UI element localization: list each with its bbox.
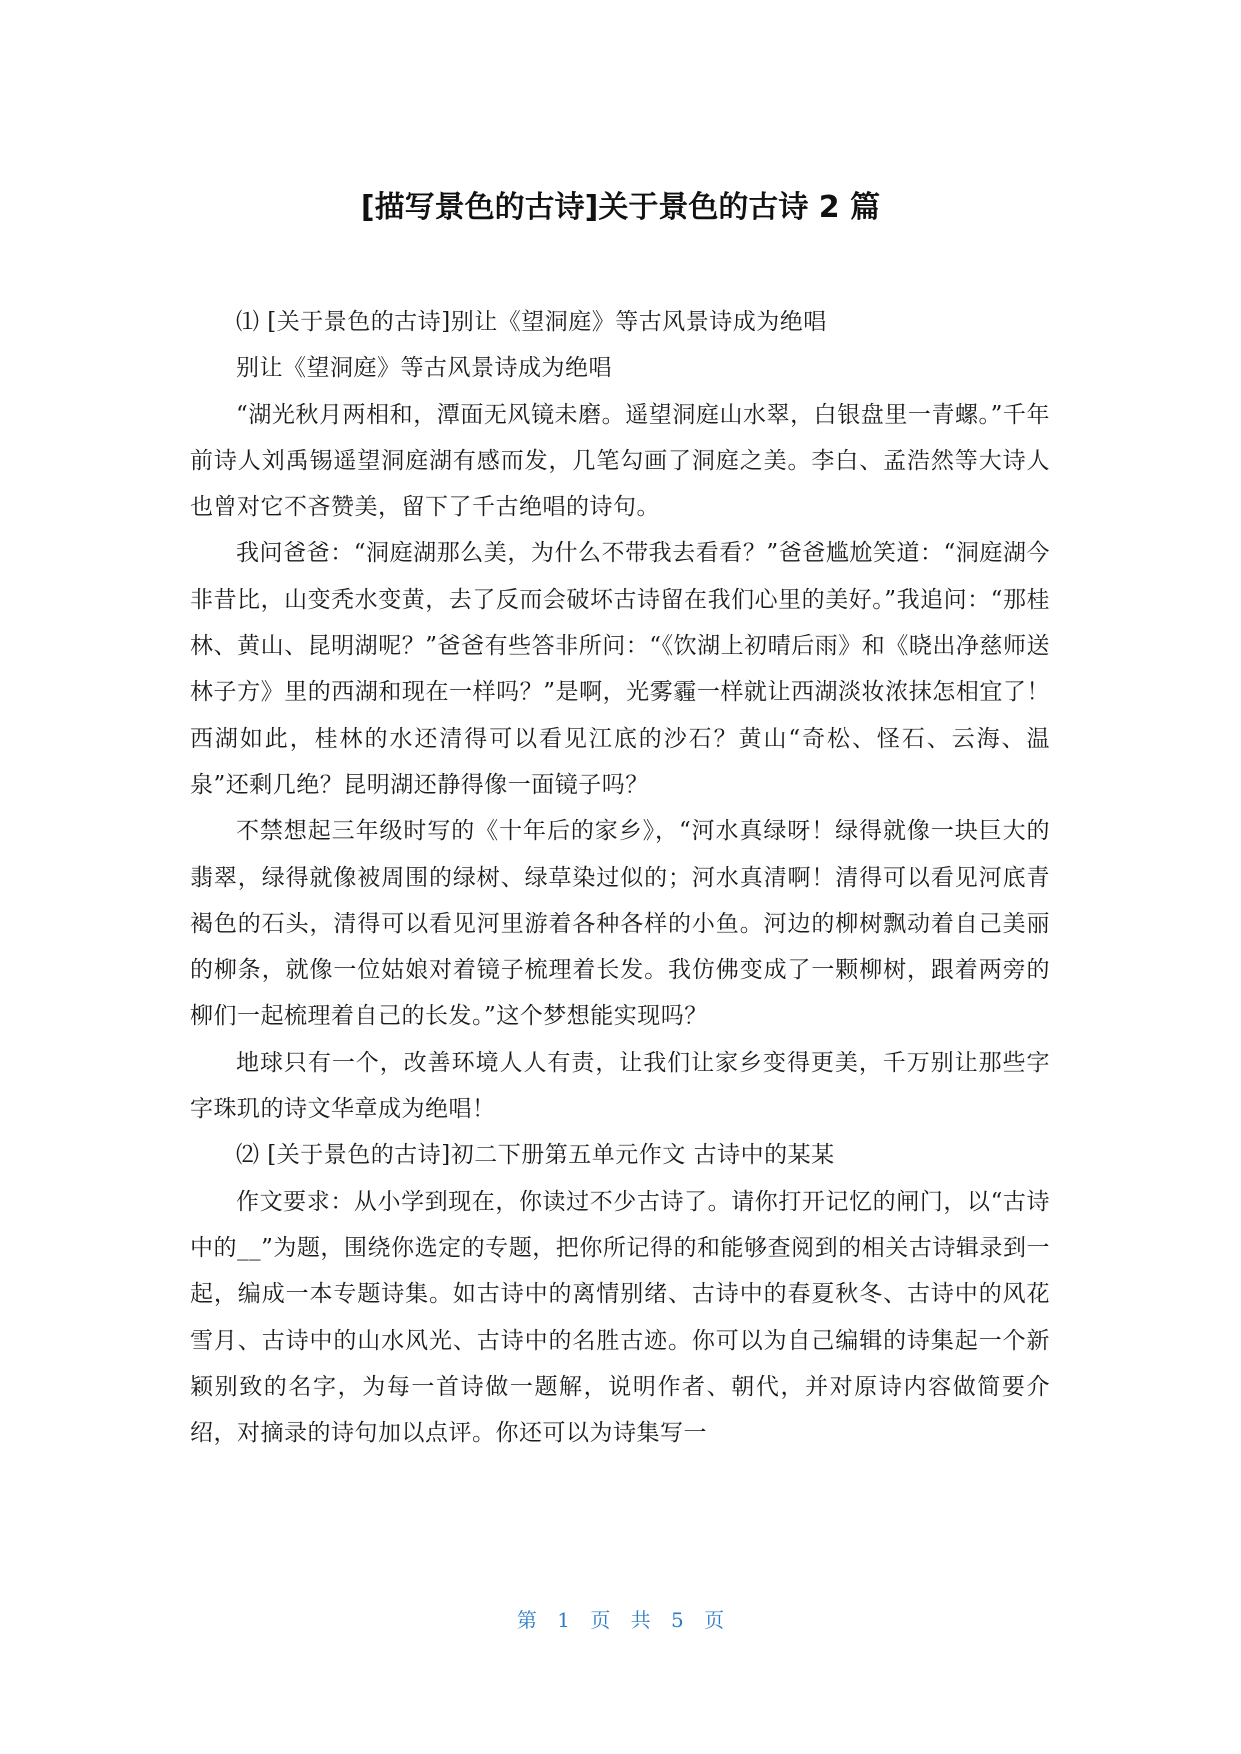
section-heading-1: ⑴ [关于景色的古诗]别让《望洞庭》等古风景诗成为绝唱	[236, 309, 827, 335]
article-title: 别让《望洞庭》等古风景诗成为绝唱	[236, 355, 612, 382]
paragraph: 不禁想起三年级时写的《十年后的家乡》，“河水真绿呀！绿得就像一块巨大的翡翠，绿得就像被周围的绿树、绿草染过似的；河水真清啊！清得可以看见河底青褐色的石头，清得可以看见河里游着各种各样的小鱼。河边的柳树飘动着自己美丽的柳条，就像一位姑娘对着镜子梳理着长发。我仿佛变成了一颗柳树，跟着两旁的柳们一起梳理着自己的长发。”这个梦想能实现吗？	[190, 818, 1050, 1030]
document-body	[190, 299, 1050, 1456]
section-heading-2: ⑵ [关于景色的古诗]初二下册第五单元作文 古诗中的某某	[236, 1142, 835, 1169]
paragraph: 我问爸爸：“洞庭湖那么美，为什么不带我去看看？”爸爸尴尬笑道：“洞庭湖今非昔比，山变秃水变黄，去了反而会破坏古诗留在我们心里的美好。”我追问：“那桂林、黄山、昆明湖呢？”爸爸有些答非所问：“《饮湖上初晴后雨》和《晓出净慈师送林子方》里的西湖和现在一样吗？”是啊，光雾霾一样就让西湖淡妆浓抹怎相宜了！西湖如此，桂林的水还清得可以看见江底的沙石？黄山“奇松、怪石、云海、温泉”还剩几绝？昆明湖还静得像一面镜子吗？	[190, 540, 1050, 798]
paragraph: 地球只有一个，改善环境人人有责，让我们让家乡变得更美，千万别让那些字字珠玑的诗文华章成为绝唱！	[190, 1049, 1050, 1123]
page-footer: 第 1 页 共 5 页	[516, 1608, 725, 1632]
paragraph: “湖光秋月两相和，潭面无风镜未磨。遥望洞庭山水翠，白银盘里一青螺。”千年前诗人刘禹锡遥望洞庭湖有感而发，几笔勾画了洞庭之美。李白、孟浩然等大诗人也曾对它不吝赞美，留下了千古绝唱的诗句。	[190, 401, 1050, 521]
document-title: [描写景色的古诗]关于景色的古诗 2 篇	[360, 190, 881, 225]
paragraph: 作文要求：从小学到现在，你读过不少古诗了。请你打开记忆的闸门，以“古诗中的__”为题，围绕你选定的专题，把你所记得的和能够查阅到的相关古诗辑录到一起，编成一本专题诗集。如古诗中的离情别绪、古诗中的春夏秋冬、古诗中的风花雪月、古诗中的山水风光、古诗中的名胜古迹。你可以为自己编辑的诗集起一个新颖别致的名字，为每一首诗做一题解，说明作者、朝代，并对原诗内容做简要介绍，对摘录的诗句加以点评。你还可以为诗集写一	[190, 1188, 1050, 1447]
